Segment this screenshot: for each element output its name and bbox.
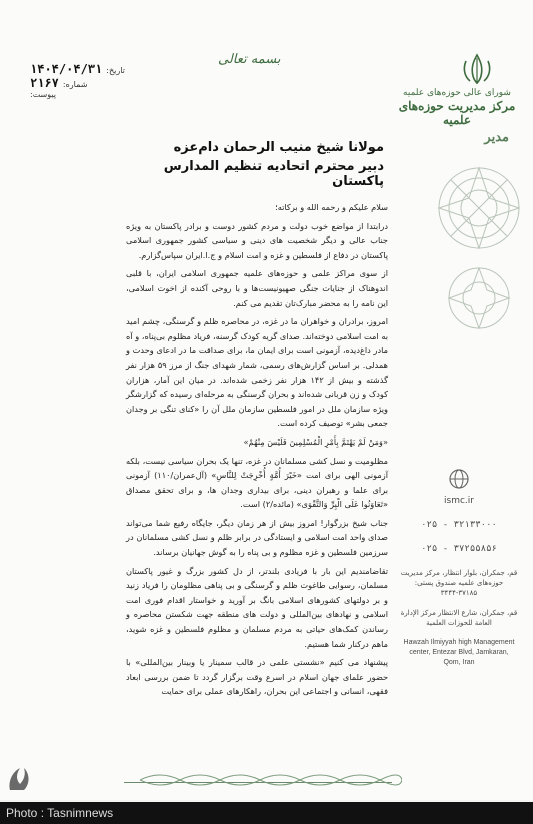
paragraph-7: پیشنهاد می کنیم «نشستی علمی در قالب سمینار یا وبینار بین‌المللی» با حضور علمای جهان اسلام در اسرع وقت برگزار گردد تا ضمن بررسی ابعاد فقهی، انسانی و اجتماعی این بحران، راهکارهای عملی برای حمایت [126, 657, 388, 697]
islamic-ornament-icon [409, 148, 527, 348]
phone-1: ۰۲۵ - ۳۲۱۳۳۰۰۰ [421, 520, 497, 530]
paragraph-4: مظلومیت و نسل کشی مسلمانان در غزه، تنها یک بحران سیاسی نیست، بلکه آزمونی الهی برای امت «خَیْرَ أُمَّةٍ أُخْرِجَتْ لِلنَّاسِ» (آل‌عمران/۱۱۰) آزمونی برای علما و رهبران دینی، برای بیداری وجدان ها، و برای تحقق مصداق «تَعَاوَنُوا عَلَى الْبِرِّ وَالتَّقْوَى» (مائده/۲) است. [126, 455, 388, 510]
attachment-row [30, 90, 150, 104]
addressee-block [122, 140, 384, 189]
globe-icon [448, 468, 470, 490]
number-value: ۲۱۶۷ [30, 76, 59, 90]
bismillah: بسمه تعالی [218, 52, 281, 67]
address-ar: قم، جمكران، شارع الانتظار مركز الإدارة العامة للحوزات العلمية [400, 609, 518, 627]
greeting: سلام علیکم و رحمه الله و برکاته؛ [275, 202, 388, 212]
photo-credit-bar [0, 802, 533, 824]
letter-meta [30, 62, 150, 104]
address-fa: قم، جمکران، بلوار انتظار، مرکز مدیریت حوزه‌های علمیه صندوق پستی: ۳۷۱۸۵-۳۴۴۴ [400, 569, 518, 597]
paragraph-1: درابتدا از مواضع خوب دولت و مردم کشور دوست و برادر پاکستان به ویژه جناب عالی و دیگر شخصیت های دینی و سیاسی کشور جمهوری اسلامی پاکستان در دفاع از فلسطین و غزه و امت اسلام و ج.ا.ایران سپاس‌گزارم. [126, 220, 388, 260]
paragraph-6: تقاضامندیم این بار با فریادی بلندتر، از دل کشور بزرگ و غیور پاکستان مسلمان، رسوایی طاغوت ظلم و گرسنگی و بی پناهی مظلومان را فریاد زنید و بر دولتهای کشورهای اسلامی بانگ بر آورید و خواستار اقدام فوری امت اسلامی و نهادهای بین‌المللی و دولت های منطقه جهت شکستن محاصره و رساندن کمک‌های حیاتی به مردم مسلمان و مظلوم فلسطین و غزه شوید، ماهم دركنار شما هستیم. [126, 565, 388, 649]
footer-ornament-icon [140, 770, 402, 790]
hadith-quote: «وَمَنْ لَمْ يَهْتَمَّ بِأَمْرِ الْمُسْلِمِينَ فَلَيْسَ مِنْهُمْ» [243, 436, 388, 447]
letter-body [126, 200, 388, 703]
tasnim-logo-icon [6, 764, 32, 794]
number-label: شماره: [62, 80, 88, 89]
paragraph-2: از سوی مراکز علمی و حوزه‌های علمیه جمهوری اسلامی ایران، با قلبی اندوهناک از جنایات جنگی صهیونیست‌ها و با روحی آکنده از اخوت اسلامی، این نامه را به محضر مبارک‌تان تقدیم می کنم. [126, 268, 388, 308]
council-line-2: مرکز مدیریت حوزه‌های علمیه [398, 98, 516, 128]
addressee-name: مولانا شیخ منیب الرحمان دام‌عزه [173, 140, 384, 155]
addressee-title: دبیر محترم اتحادیه تنظیم المدارس پاکستان [163, 159, 384, 189]
paragraph-5: جناب شیخ بزرگوار! امروز بیش از هر زمان دیگر، جایگاه رفیع شما می‌تواند صدای واحد امت اسلامی و ایستادگی در برابر ظلم و نسل کشی مسلمانان در سرزمین فلسطین و غزه مظلوم و بی پناه را به گوش جهانیان برساند. [126, 517, 388, 558]
photo-credit: Photo : Tasnimnews [6, 806, 114, 820]
phone-2: ۰۲۵ - ۳۷۲۵۵۸۵۶ [421, 544, 497, 554]
council-line-1: شورای عالی حوزه‌های علمیه [403, 88, 511, 98]
website-link[interactable]: ismc.ir [444, 496, 474, 506]
number-row [30, 76, 150, 90]
council-name [395, 88, 519, 128]
contact-sidebar [400, 468, 518, 678]
date-value: ۱۴۰۴/۰۴/۳۱ [30, 62, 103, 76]
position-title: مدیر [484, 130, 509, 145]
attachment-label: پیوست: [30, 90, 57, 99]
iran-emblem-icon [457, 52, 497, 86]
address-en: Hawzah Ilmiyyah high Management center, Entezar Blvd, Jamkaran, Qom, Iran [403, 639, 515, 666]
date-label: تاریخ: [106, 66, 125, 75]
paragraph-3: امروز، برادران و خواهران ما در غزه، در محاصره ظلم و گرسنگی، چشم امید به امت اسلامی دوخته‌اند. صدای گریه کودک گرسنه، فریاد مظلوم بی‌پناه، و آه مادر داغ‌دیده، آزمونی است برای ایمان ما، برای صداقت ما در ادعای وحدت و همدلی. بر اساس گزارش‌های رسمی، شمار شهدای جنگ از مرز ۵۹ هزار نفر گذشته و بیش از ۱۴۲ هزار نفر زخمی شده‌اند. در میان این آمار، هزاران کودک و زن قربانی شده‌اند و بحران گرسنگی به مرحله‌ای رسیده که گزارشگر ویژه سازمان ملل در امور فلسطین سازمان ملل آن را «کنای تنگی بر وجدان جمعی بشر» توصیف کرده است. [126, 316, 388, 429]
date-row [30, 62, 150, 76]
